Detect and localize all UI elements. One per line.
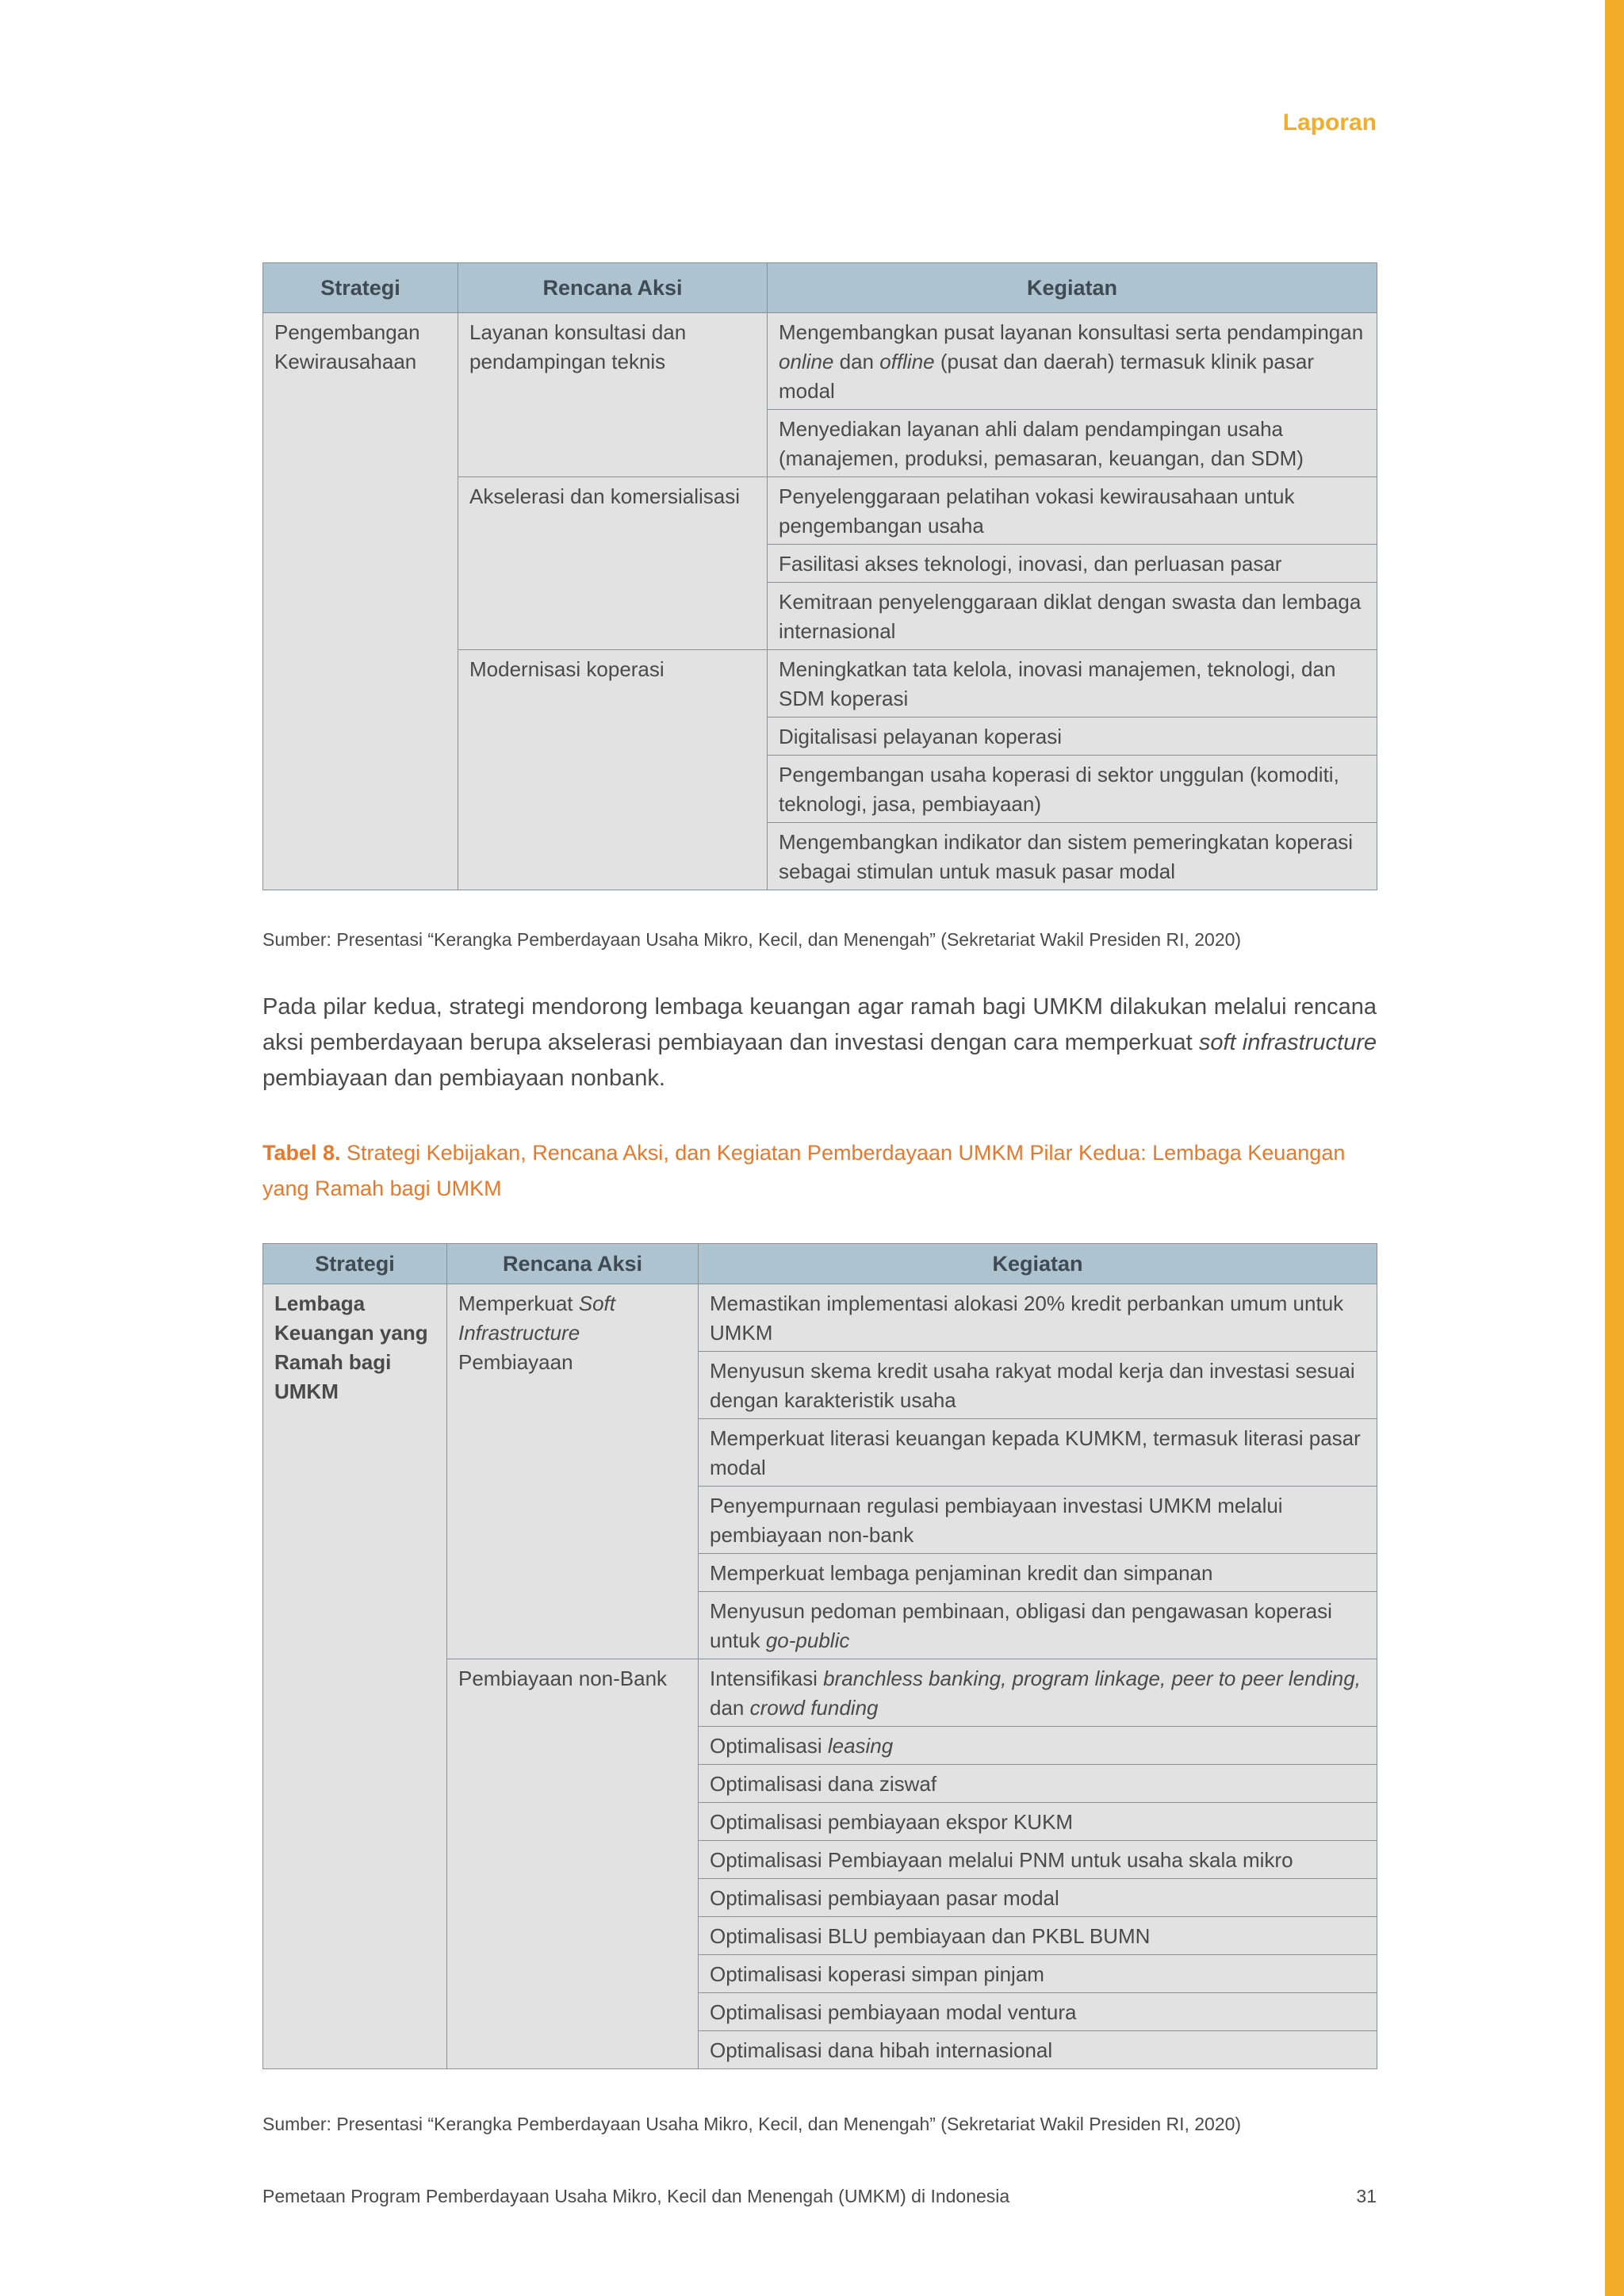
action-cell: Akselerasi dan komersialisasi bbox=[458, 477, 768, 650]
activity-cell: Meningkatkan tata kelola, inovasi manajemen, teknologi, dan SDM koperasi bbox=[768, 650, 1377, 718]
activity-cell: Penyelenggaraan pelatihan vokasi kewirausahaan untuk pengembangan usaha bbox=[768, 477, 1377, 545]
activity-cell: Pengembangan usaha koperasi di sektor unggulan (komoditi, teknologi, jasa, pembiayaan) bbox=[768, 756, 1377, 823]
table-row bbox=[263, 313, 1377, 410]
header-title: Laporan bbox=[1282, 109, 1377, 136]
activity-cell: Optimalisasi pembiayaan ekspor KUKM bbox=[699, 1803, 1377, 1841]
activity-cell: Optimalisasi pembiayaan pasar modal bbox=[699, 1879, 1377, 1917]
table-1-source: Sumber: Presentasi “Kerangka Pemberdayaan Usaha Mikro, Kecil, dan Menengah” (Sekretariat Wakil Presiden RI, 2020) bbox=[262, 929, 1242, 950]
accent-side-bar bbox=[1605, 0, 1624, 2296]
header-kegiatan: Kegiatan bbox=[768, 263, 1377, 313]
strategy-cell: Lembaga Keuangan yang Ramah bagi UMKM bbox=[263, 1284, 447, 2069]
table-1 bbox=[262, 262, 1377, 890]
activity-cell: Menyediakan layanan ahli dalam pendampingan usaha (manajemen, produksi, pemasaran, keuangan, dan SDM) bbox=[768, 410, 1377, 477]
header-strategi: Strategi bbox=[263, 1244, 447, 1284]
action-cell: Layanan konsultasi dan pendampingan teknis bbox=[458, 313, 768, 477]
activity-cell: Optimalisasi pembiayaan modal ventura bbox=[699, 1993, 1377, 2031]
table-header-row bbox=[263, 1244, 1377, 1284]
activity-cell: Mengembangkan pusat layanan konsultasi serta pendampingan online dan offline (pusat dan daerah) termasuk klinik pasar modal bbox=[768, 313, 1377, 410]
activity-cell: Mengembangkan indikator dan sistem pemeringkatan koperasi sebagai stimulan untuk masuk pasar modal bbox=[768, 823, 1377, 890]
activity-cell: Memastikan implementasi alokasi 20% kredit perbankan umum untuk UMKM bbox=[699, 1284, 1377, 1352]
header-strategi: Strategi bbox=[263, 263, 458, 313]
activity-cell: Kemitraan penyelenggaraan diklat dengan swasta dan lembaga internasional bbox=[768, 583, 1377, 650]
body-paragraph: Pada pilar kedua, strategi mendorong lembaga keuangan agar ramah bagi UMKM dilakukan melalui rencana aksi pemberdayaan berupa akselerasi pembiayaan dan investasi dengan cara memperkuat soft infrastructure pembiayaan dan pembiayaan nonbank. bbox=[262, 994, 1377, 1091]
header-rencana-aksi: Rencana Aksi bbox=[458, 263, 768, 313]
activity-cell: Intensifikasi branchless banking, program linkage, peer to peer lending, dan crowd funding bbox=[699, 1659, 1377, 1727]
action-cell: Modernisasi koperasi bbox=[458, 650, 768, 890]
table-2-source: Sumber: Presentasi “Kerangka Pemberdayaan Usaha Mikro, Kecil, dan Menengah” (Sekretariat Wakil Presiden RI, 2020) bbox=[262, 2114, 1242, 2134]
activity-cell: Memperkuat lembaga penjaminan kredit dan simpanan bbox=[699, 1554, 1377, 1592]
activity-cell: Menyusun pedoman pembinaan, obligasi dan pengawasan koperasi untuk go-public bbox=[699, 1592, 1377, 1659]
table-header-row bbox=[263, 263, 1377, 313]
activity-cell: Optimalisasi Pembiayaan melalui PNM untuk usaha skala mikro bbox=[699, 1841, 1377, 1879]
header-rencana-aksi: Rencana Aksi bbox=[447, 1244, 699, 1284]
activity-cell: Optimalisasi BLU pembiayaan dan PKBL BUMN bbox=[699, 1917, 1377, 1955]
activity-cell: Optimalisasi koperasi simpan pinjam bbox=[699, 1955, 1377, 1993]
activity-cell: Fasilitasi akses teknologi, inovasi, dan perluasan pasar bbox=[768, 545, 1377, 583]
activity-cell: Digitalisasi pelayanan koperasi bbox=[768, 718, 1377, 756]
table-row bbox=[263, 1284, 1377, 1352]
action-cell: Memperkuat Soft Infrastructure Pembiayaan bbox=[447, 1284, 699, 1659]
strategy-cell: Pengembangan Kewirausahaan bbox=[263, 313, 458, 890]
activity-cell: Penyempurnaan regulasi pembiayaan investasi UMKM melalui pembiayaan non-bank bbox=[699, 1487, 1377, 1554]
activity-cell: Optimalisasi leasing bbox=[699, 1727, 1377, 1765]
table-1-container bbox=[262, 262, 1377, 890]
footer-title: Pemetaan Program Pemberdayaan Usaha Mikro, Kecil dan Menengah (UMKM) di Indonesia bbox=[262, 2186, 1010, 2206]
activity-cell: Menyusun skema kredit usaha rakyat modal kerja dan investasi sesuai dengan karakteristik usaha bbox=[699, 1352, 1377, 1419]
table-2-container bbox=[262, 1243, 1377, 2069]
activity-cell: Optimalisasi dana hibah internasional bbox=[699, 2031, 1377, 2069]
action-cell: Pembiayaan non-Bank bbox=[447, 1659, 699, 2069]
header-kegiatan: Kegiatan bbox=[699, 1244, 1377, 1284]
activity-cell: Optimalisasi dana ziswaf bbox=[699, 1765, 1377, 1803]
page-number: 31 bbox=[1356, 2186, 1377, 2206]
activity-cell: Memperkuat literasi keuangan kepada KUMKM, termasuk literasi pasar modal bbox=[699, 1419, 1377, 1487]
table-2 bbox=[262, 1243, 1377, 2069]
table-8-caption: Tabel 8. Strategi Kebijakan, Rencana Aksi, dan Kegiatan Pemberdayaan UMKM Pilar Kedua: Lembaga Keuangan yang Ramah bagi UMKM bbox=[262, 1141, 1346, 1200]
